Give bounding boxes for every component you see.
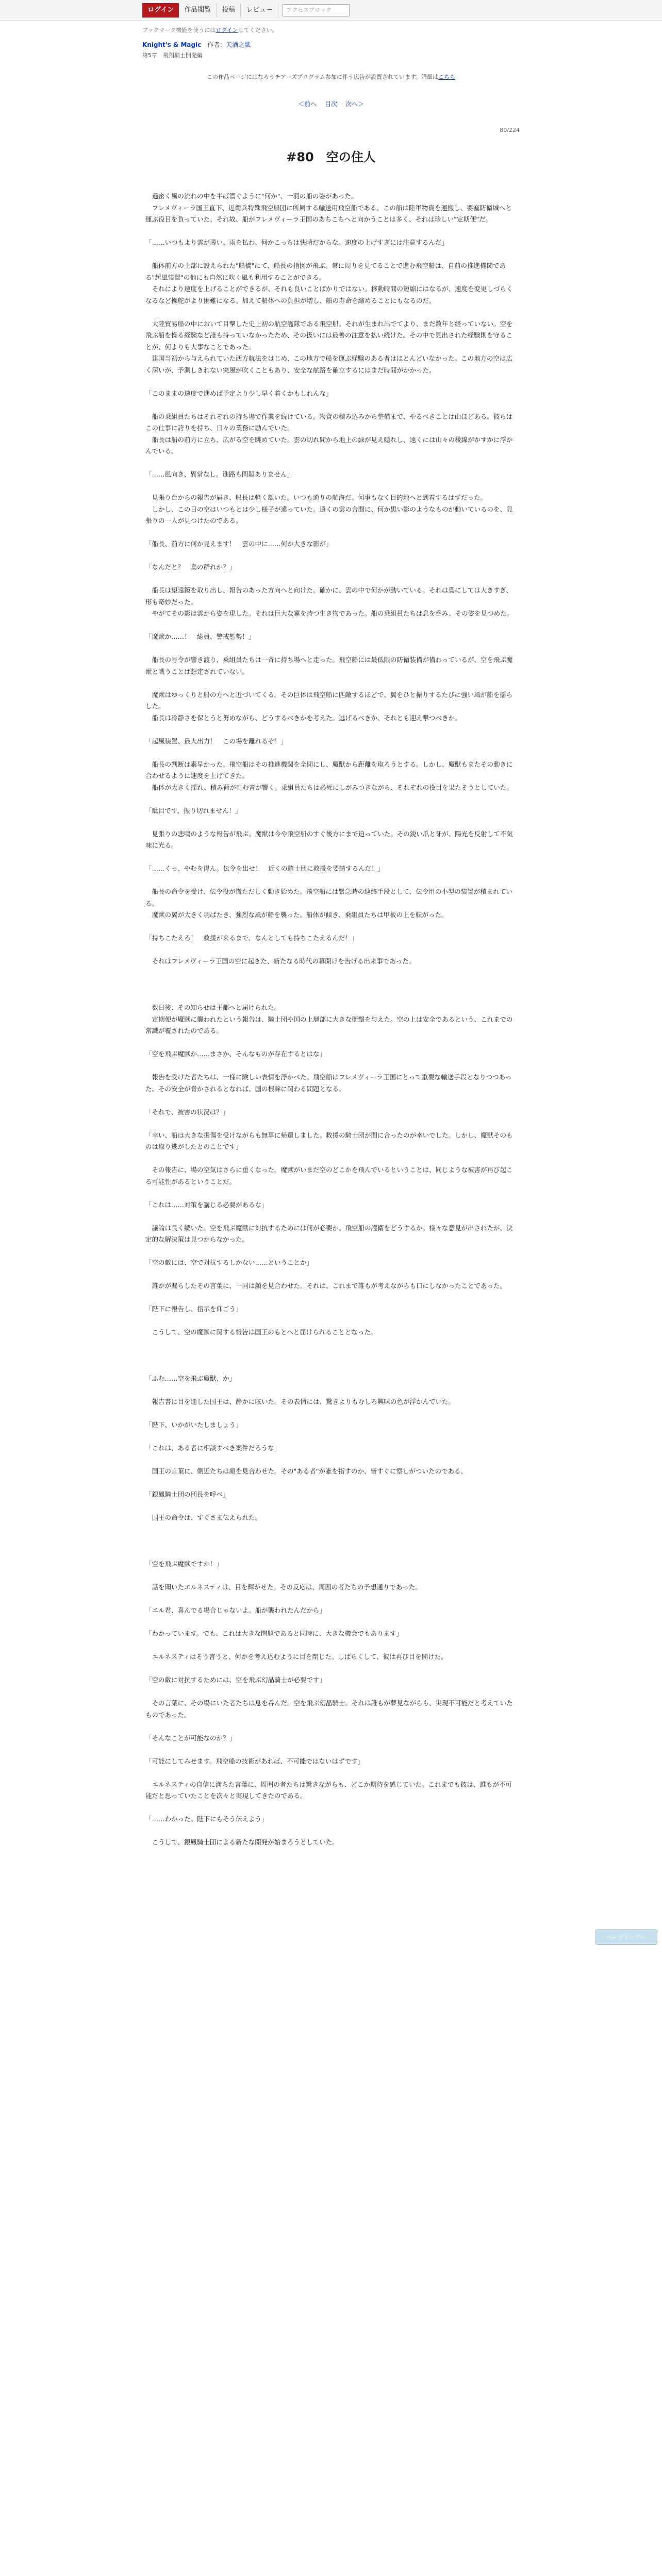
blank-line <box>145 550 517 562</box>
blank-line <box>145 1547 517 1559</box>
novel-paragraph: やがてその影は雲から姿を現した。それは巨大な翼を持つ生き物であった。船の乗組員たちは息を呑み、その姿を見つめた。 <box>145 609 514 617</box>
novel-paragraph: フレメヴィーラ国王直下、近衛兵特殊飛空船団に所属する輸送用飛空船である。この船は陸軍物資を運搬し、要塞防衛城へと運ぶ役目を負っていた。それ故、船がフレメヴィーラ王国のあちこちへと向かうことは多く、それは珍しい"定期便"だ。 <box>145 204 512 223</box>
search-input[interactable] <box>283 4 350 16</box>
blank-line <box>145 1478 517 1489</box>
blank-line <box>145 1362 517 1374</box>
novel-paragraph: エルネスティはそう言うと、何かを考え込むように目を閉じた。しばらくして、彼は再び目を開けた。 <box>145 1653 448 1660</box>
blank-line <box>145 921 517 933</box>
blank-line <box>145 1292 517 1304</box>
bookmark-note-suffix: してください。 <box>238 27 278 33</box>
blank-line <box>145 944 517 956</box>
blank-line <box>145 481 517 493</box>
novel-paragraph: 大陸貿易船の中において目撃した史上初の航空艦隊である飛空船。それが生まれ出でてより、まだ数年と経っていない。空を飛ぶ船を操る経験など誰も持っていなかったため、その扱いには最善の注意を払い続けた。その中で見出された経験則を守ることが、何よりも大事なことであった。 <box>145 319 513 351</box>
novel-paragraph: 「銀鳳騎士団の団長を呼べ」 <box>145 1490 229 1498</box>
blank-line <box>145 1118 517 1130</box>
ads-note-text: この作品ページにはなろうチアーズプログラム参加に伴う広告が設置されています。詳細は <box>207 74 438 80</box>
blank-line <box>145 1095 517 1107</box>
author-link[interactable]: 天酒之瓢 <box>226 41 251 48</box>
novel-paragraph: 船長は冷静さを保とうと努めながら、どうするべきかを考えた。逃げるべきか、それとも迎え撃つべきか。 <box>145 714 461 722</box>
blank-line <box>145 1408 517 1420</box>
blank-line <box>145 1431 517 1443</box>
blank-line <box>145 1501 517 1513</box>
pager <box>142 99 520 108</box>
novel-paragraph: それはフレメヴィーラ王国の空に起きた、新たなる時代の幕開けを告げる出来事であった。 <box>145 957 416 965</box>
bookmark-note-prefix: ブックマーク機能を使うには <box>142 27 216 33</box>
blank-line <box>145 1721 517 1733</box>
novel-paragraph: 見張り台からの報告が届き、船長は軽く頷いた。いつも通りの航海だ。何事もなく目的地へと到着するはずだった。 <box>145 494 487 501</box>
blank-line <box>145 1663 517 1675</box>
novel-body <box>145 191 517 1849</box>
nav-link-review[interactable]: レビュー <box>241 3 278 18</box>
novel-paragraph: 船長は船の前方に立ち、広がる空を眺めていた。雲の切れ間から地上の緑が見え隠れし、遠くには山々の稜線がかすかに浮かんでいる。 <box>145 435 513 455</box>
chapter-title: 第5章 飛翔騎士開発編 <box>142 52 203 59</box>
novel-paragraph: 「……くっ、やむを得ん。伝令を出せ！ 近くの騎士団に救援を要請するんだ！」 <box>145 865 385 872</box>
novel-paragraph: 魔獣の翼が大きく羽ばたき、強烈な風が船を襲った。船体が傾き、乗組員たちは甲板の上を転がった。 <box>145 911 448 919</box>
toc-link[interactable]: 目次 <box>324 100 337 108</box>
blank-line <box>145 1350 517 1362</box>
novel-paragraph: 「それで、被害の状況は？」 <box>145 1108 229 1116</box>
blank-line <box>145 527 517 539</box>
ads-note <box>142 73 520 81</box>
blank-line <box>145 1269 517 1281</box>
novel-paragraph: 国王の命令は、すぐさま伝えられた。 <box>145 1514 262 1521</box>
novel-paragraph: 定期便が魔獣に襲われたという報告は、騎士団や国の上層部に大きな衝撃を与えた。空の上は安全であるという、これまでの常識が覆されたのである。 <box>145 1015 513 1035</box>
blank-line <box>145 979 517 991</box>
top-navigation <box>0 0 662 21</box>
blank-line <box>145 1744 517 1756</box>
novel-paragraph: こうして、銀鳳騎士団による新たな開発が始まろうとしていた。 <box>145 1838 339 1846</box>
novel-paragraph: 「……わかった。陛下にもそう伝えよう」 <box>145 1815 268 1823</box>
episode-title: #80 空の住人 <box>286 150 376 164</box>
novel-paragraph: 話を聞いたエルネスティは、目を輝かせた。その反応は、周囲の者たちの予想通りであった。 <box>145 1583 422 1591</box>
novel-paragraph: 「可能にしてみせます。飛空船の技術があれば、不可能ではないはずです」 <box>145 1757 365 1765</box>
novel-paragraph: 船長の判断は素早かった。飛空船はその推進機関を全開にし、魔獣から距離を取ろうとする。しかし、魔獣もまたその動きに合わせるように速度を上げてきた。 <box>145 760 513 779</box>
blank-line <box>145 747 517 759</box>
blank-line <box>145 1825 517 1837</box>
novel-paragraph: 「船長、前方に何か見えます！ 雲の中に……何か大きな影が」 <box>145 540 333 548</box>
blank-line <box>145 1338 517 1350</box>
login-button[interactable]: ログイン <box>142 3 179 18</box>
blank-line <box>145 643 517 655</box>
novel-paragraph: 「そんなことが可能なのか？」 <box>145 1734 236 1742</box>
novel-paragraph: 「空の敵には、空で対抗するしかない……ということか」 <box>145 1259 313 1266</box>
series-title-link[interactable]: Knight's & Magic <box>142 41 202 48</box>
blank-line <box>145 249 517 261</box>
author-label: 作者： <box>207 41 226 48</box>
blank-line <box>145 793 517 805</box>
novel-header <box>142 21 520 108</box>
novel-paragraph: 見張りの悲鳴のような報告が飛ぶ。魔獣は今や飛空船のすぐ後方にまで迫っていた。その鋭い爪と牙が、陽光を反射して不気味に光る。 <box>145 829 513 849</box>
novel-paragraph: 「幸い、船は大きな損傷を受けながらも無事に帰還しました。救援の騎士団が間に合ったのが幸いでした。しかし、魔獣そのものは取り逃がしたとのことです」 <box>145 1131 513 1150</box>
novel-paragraph: 数日後、その知らせは王都へと届けられた。 <box>145 1004 281 1011</box>
novel-paragraph: 船長は望遠鏡を取り出し、報告のあった方向へと向けた。確かに、雲の中で何かが動いている。それは鳥にしては大きすぎ、形も奇妙だった。 <box>145 586 512 606</box>
blank-line <box>145 875 517 887</box>
novel-paragraph: 船長の号令が響き渡り、乗組員たちは一斉に持ち場へと走った。飛空船には最低限の防衛装備が備わっているが、空を飛ぶ魔獣と戦うことは想定されていない。 <box>145 656 513 675</box>
novel-paragraph: 「ふむ……空を飛ぶ魔獣、か」 <box>145 1375 236 1382</box>
prev-page-link[interactable]: ＜前へ <box>298 100 317 108</box>
novel-paragraph: 報告書に目を通した国王は、静かに呟いた。その表情には、驚きよりもむしろ興味の色が浮かんでいた。 <box>145 1398 455 1405</box>
novel-paragraph: 船の乗組員たちはそれぞれの持ち場で作業を続けている。物資の積み込みから整備まで、やるべきことは山ほどある。彼らはこの仕事に誇りを持ち、日々の業務に励んでいた。 <box>145 412 513 432</box>
blank-line <box>145 457 517 469</box>
blank-line <box>145 1524 517 1536</box>
blank-line <box>145 399 517 411</box>
blank-line <box>145 1570 517 1582</box>
novel-paragraph: 船体前方の上部に設えられた"船橋"にて、船長の指図が飛ぶ。常に周りを見てることで進む飛空船は、自前の推進機関である"起風装置"の他にも自然に吹く風も利用することができる。 <box>145 262 506 281</box>
novel-paragraph: 魔獣はゆっくりと船の方へと近づいてくる。その巨体は飛空船に匹敵するほどで、翼をひと振りするたびに強い風が船を揺らした。 <box>145 690 513 710</box>
novel-paragraph: 「エル君、喜んでる場合じゃないよ。船が襲われたんだから」 <box>145 1606 326 1614</box>
blank-line <box>145 376 517 388</box>
novel-paragraph: 誰かが漏らしたその言葉に、一同は顔を見合わせた。それは、これまで誰もが考えながらも口にしなかったことであった。 <box>145 1282 506 1290</box>
blank-line <box>145 1686 517 1698</box>
novel-paragraph: 「空を飛ぶ魔獣か……まさか、そんなものが存在するとはな」 <box>145 1050 326 1058</box>
blank-line <box>145 1188 517 1199</box>
novel-paragraph: 「駄目です、振り切れません！」 <box>145 806 242 815</box>
nav-link-browse[interactable]: 作品閲覧 <box>179 3 217 18</box>
blank-line <box>145 724 517 736</box>
novel-paragraph: 報告を受けた者たちは、一様に険しい表情を浮かべた。飛空船はフレメヴィーラ王国にとって重要な輸送手段となりつつあった。その安全が脅かされるとなれば、国の根幹に関わる問題となる。 <box>145 1073 512 1093</box>
blank-line <box>145 991 517 1003</box>
blank-line <box>145 852 517 863</box>
ads-detail-link[interactable]: こちら <box>438 74 455 80</box>
novel-paragraph: 「これは、ある者に相談すべき案件だろうな」 <box>145 1444 281 1452</box>
blank-line <box>145 1617 517 1629</box>
blank-line <box>145 677 517 689</box>
novel-paragraph: 「これは……対策を講じる必要があるな」 <box>145 1200 268 1209</box>
bookmark-note <box>142 26 520 34</box>
novel-paragraph: 船長の命令を受け、伝令役が慌ただしく動き始めた。飛空船には緊急時の連絡手段として、伝令用の小型の装置が積まれている。 <box>145 888 512 907</box>
novel-paragraph: エルネスティの自信に満ちた言葉に、周囲の者たちは驚きながらも、どこか期待を感じていた。これまでも彼は、誰もが不可能だと思っていたことを次々と実現してきたのである。 <box>145 1780 512 1800</box>
blank-line <box>145 1211 517 1223</box>
blank-line <box>145 1802 517 1814</box>
blank-line <box>145 968 517 979</box>
next-page-link[interactable]: 次へ＞ <box>345 100 364 108</box>
nav-link-post[interactable]: 投稿 <box>217 3 241 18</box>
novel-paragraph: 過密く風の流れの中を半ば漕ぐように"何か"、一羽の船の姿があった。 <box>145 192 358 200</box>
blank-line <box>145 1594 517 1605</box>
page-number: 80/224 <box>500 127 520 133</box>
novel-paragraph: 「空を飛ぶ魔獣ですか！」 <box>145 1560 223 1568</box>
blank-line <box>145 620 517 632</box>
novel-paragraph: 「陛下、いかがいたしましょう」 <box>145 1421 242 1429</box>
blank-line <box>145 1037 517 1049</box>
novel-paragraph: その言葉に、その場にいた者たちは息を呑んだ。空を飛ぶ幻晶騎士。それは誰もが夢見ながらも、実現不可能だと考えていたものであった。 <box>145 1699 513 1719</box>
blank-line <box>145 1315 517 1327</box>
bookmark-login-link[interactable]: ログイン <box>216 27 238 33</box>
novel-paragraph: 「なんだと？ 鳥の群れか？」 <box>145 563 236 571</box>
blank-line <box>145 1385 517 1397</box>
novel-paragraph: 船体が大きく揺れ、積み荷が軋む音が響く。乗組員たちは必死にしがみつきながら、それぞれの役目を果たそうとしていた。 <box>145 783 513 791</box>
blank-line <box>145 1246 517 1258</box>
novel-paragraph: それにより速度を上げることができるが、それも良いことばかりではない。移動時間の短縮にはなるが、速度を変更しづらくなるなど操舵がより困難になる。加えて船体への負担が増し、船の寿命を縮めることにもなるのだ。 <box>145 285 513 304</box>
blank-line <box>145 817 517 828</box>
novel-paragraph: 「……風向き、異常なし。進路も問題ありません」 <box>145 470 294 478</box>
blank-line <box>145 1640 517 1652</box>
blank-line <box>145 1153 517 1165</box>
blank-line <box>145 1767 517 1779</box>
blank-line <box>145 573 517 585</box>
blank-line <box>145 1060 517 1072</box>
novel-paragraph: 議論は長く続いた。空を飛ぶ魔獣に対抗するためには何が必要か。飛空船の護衛をどうするか。様々な意見が出されたが、決定的な解決策は見つからなかった。 <box>145 1224 513 1243</box>
novel-paragraph: 「陛下に報告し、指示を仰ごう」 <box>145 1305 242 1313</box>
blank-line <box>145 1535 517 1547</box>
novel-paragraph: 「持ちこたえろ！ 救援が来るまで、なんとしても持ちこたえるんだ！」 <box>145 934 358 942</box>
novel-paragraph: 「起風装置、最大出力！ この場を離れるぞ！」 <box>145 737 288 745</box>
novel-paragraph: 「わかっています。でも、これは大きな問題であると同時に、大きな機会でもあります」 <box>145 1630 403 1637</box>
novel-paragraph: しかし、この日の空はいつもとは少し様子が違っていた。遠くの雲の合間に、何か黒い影のようなものが動いているのを、見張りの一人が見つけたのである。 <box>145 505 513 524</box>
blank-line <box>145 1454 517 1466</box>
novel-paragraph: 国王の言葉に、側近たちは顔を見合わせた。その"ある者"が誰を指すのか、皆すぐに察しがついたのである。 <box>145 1467 468 1475</box>
novel-paragraph: 「……いつもより雲が薄い。雨を払わ、何かこっちは快晴だからな。速度の上げすぎには注意するんだ」 <box>145 239 448 246</box>
blank-line <box>145 226 517 238</box>
series-info <box>142 40 520 49</box>
blank-line <box>145 307 517 318</box>
novel-paragraph: 「魔獣か……！ 総員、警戒態勢！」 <box>145 633 255 640</box>
novel-paragraph: 建国当初から与えられていた西方航法をはじめ、この地方で船を運ぶ経験のある者はほとんどいなかった。この地方の空は広く深いが、予測しきれない突風が吹くこともあり、安全な航路を確立するにはまだ時間がかかった。 <box>145 354 513 374</box>
novel-paragraph: その報告に、場の空気はさらに重くなった。魔獣がいまだ空のどこかを飛んでいるということは、同じような被害が再び起こる可能性があるということだ。 <box>145 1166 513 1185</box>
novel-paragraph: 「このままの速度で進めば予定より少し早く着くかもしれんな」 <box>145 389 333 397</box>
novel-paragraph: こうして、空の魔獣に関する報告は国王のもとへと届けられることとなった。 <box>145 1328 377 1336</box>
page-top-button[interactable]: ページトップへ <box>595 1929 657 1945</box>
novel-paragraph: 「空の敵に対抗するためには、空を飛ぶ幻晶騎士が必要です」 <box>145 1676 326 1684</box>
